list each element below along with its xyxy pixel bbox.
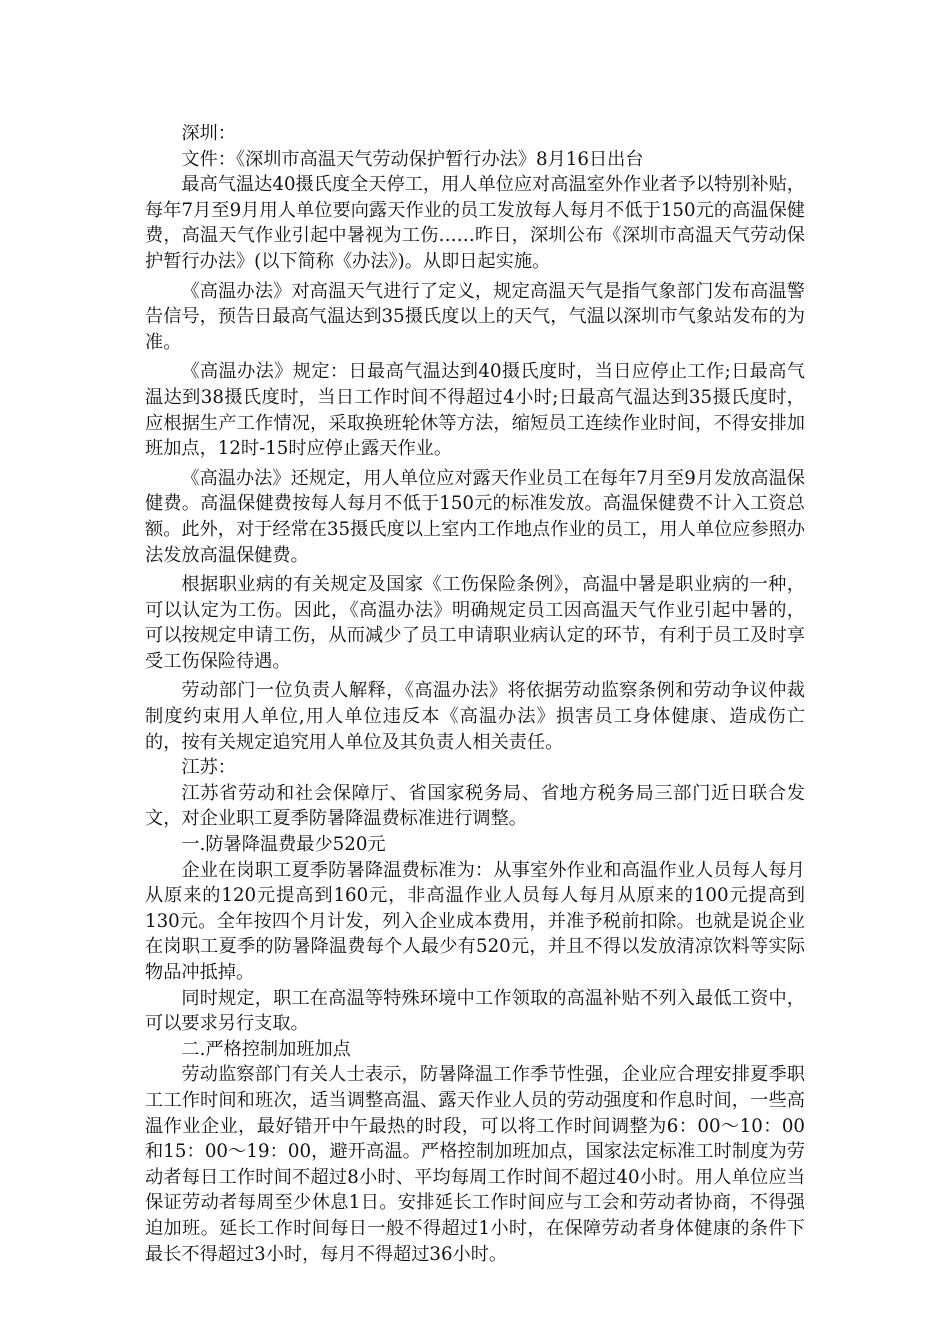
paragraph: 企业在岗职工夏季防暑降温费标准为：从事室外作业和高温作业人员每人每月从原来的120元提高到160元，非高温作业人员每人每月从原来的100元提高到130元。全年按四个月计发，列入企业成本费用，并准予税前扣除。也就是说企业在岗职工夏季的防暑降温费每个人最少有520元，并且不得以发放清凉饮料等实际物品冲抵掉。 — [145, 859, 805, 983]
document-page — [145, 121, 805, 1267]
document-title-line: 文件：《深圳市高温天气劳动保护暂行办法》8月16日出台 — [181, 148, 644, 170]
subheading-overtime-control: 二.严格控制加班加点 — [181, 1038, 351, 1060]
paragraph: 《高温办法》对高温天气进行了定义，规定高温天气是指气象部门发布高温警告信号，预告日最高气温达到35摄氏度以上的天气，气温以深圳市气象站发布的为准。 — [145, 280, 805, 353]
paragraph: 《高温办法》规定：日最高气温达到40摄氏度时，当日应停止工作;日最高气温达到38摄氏度时，当日工作时间不得超过4小时;日最高气温达到35摄氏度时，应根据生产工作情况，采取换班轮休等方法，缩短员工连续作业时间，不得安排加班加点，12时-15时应停止露天作业。 — [145, 361, 805, 460]
paragraph: 根据职业病的有关规定及国家《工伤保险条例》，高温中暑是职业病的一种，可以认定为工伤。因此，《高温办法》明确规定员工因高温天气作业引起中暑的，可以按规定申请工伤，从而减少了员工申请职业病认定的环节，有利于员工及时享受工伤保险待遇。 — [145, 574, 805, 672]
paragraph: 劳动部门一位负责人解释，《高温办法》将依据劳动监察条例和劳动争议仲裁制度约束用人单位,用人单位违反本《高温办法》损害员工身体健康、造成伤亡的，按有关规定追究用人单位及其负责人相关责任。 — [145, 680, 805, 753]
paragraph: 同时规定，职工在高温等特殊环境中工作领取的高温补贴不列入最低工资中，可以要求另行支取。 — [145, 987, 805, 1035]
section-heading-shenzhen: 深圳： — [181, 123, 236, 144]
paragraph: 劳动监察部门有关人士表示，防暑降温工作季节性强，企业应合理安排夏季职工工作时间和班次，适当调整高温、露天作业人员的劳动强度和作息时间，一些高温作业企业，最好错开中午最热的时段，可以将工作时间调整为6：00～10：00和15：00～19：00，避开高温。严格控制加班加点，国家法定标准工时制度为劳动者每日工作时间不超过8小时、平均每周工作时间不超过40小时。用人单位应当保证劳动者每周至少休息1日。安排延长工作时间应与工会和劳动者协商，不得强迫加班。延长工作时间每日一般不得超过1小时，在保障劳动者身体健康的条件下最长不得超过3小时，每月不得超过36小时。 — [145, 1064, 805, 1265]
paragraph: 江苏省劳动和社会保障厅、省国家税务局、省地方税务局三部门近日联合发文，对企业职工夏季防暑降温费标准进行调整。 — [145, 782, 805, 830]
paragraph: 最高气温达40摄氏度全天停工，用人单位应对高温室外作业者予以特别补贴，每年7月至9月用人单位要向露天作业的员工发放每人每月不低于150元的高温保健费，高温天气作业引起中暑视为工伤……昨日，深圳公布《深圳市高温天气劳动保护暂行办法》(以下简称《办法》)。从即日起实施。 — [145, 174, 805, 272]
section-heading-jiangsu: 江苏： — [181, 757, 236, 779]
subheading-cooling-fee: 一.防暑降温费最少520元 — [181, 834, 386, 856]
paragraph: 《高温办法》还规定，用人单位应对露天作业员工在每年7月至9月发放高温保健费。高温保健费按每人每月不低于150元的标准发放。高温保健费不计入工资总额。此外，对于经常在35摄氏度以上室内工作地点作业的员工，用人单位应参照办法发放高温保健费。 — [145, 467, 805, 566]
